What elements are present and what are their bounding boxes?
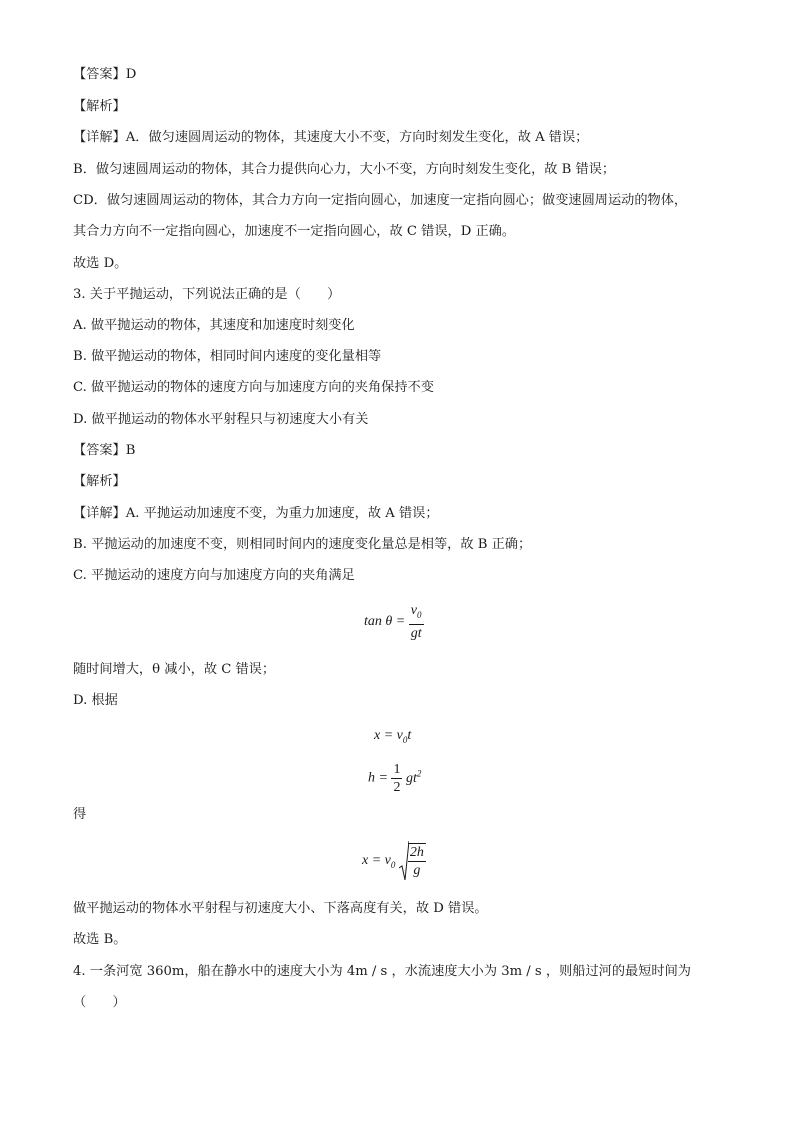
q3-option-d: D. 做平抛运动的物体水平射程只与初速度大小有关	[73, 412, 369, 427]
formula-tan	[364, 602, 424, 642]
q3-option-c: C. 做平抛运动的物体的速度方向与加速度方向的夹角保持不变	[73, 380, 434, 395]
formula-h-fraction	[391, 761, 402, 796]
q3-detail-b: B. 平抛运动的加速度不变，则相同时间内的速度变化量总是相等，故 B 正确；	[73, 537, 532, 552]
formula-tan-fraction	[409, 602, 424, 642]
q3-analysis-heading: 【解析】	[73, 474, 126, 489]
q3-choose: 故选 B。	[73, 932, 127, 947]
formula-tan-num: $v_0$	[409, 602, 424, 625]
sqrt-symbol	[399, 840, 426, 882]
q3-de: 得	[73, 807, 87, 822]
q3-detail-c: C. 平抛运动的速度方向与加速度方向的夹角满足	[73, 568, 355, 583]
q2-answer: 【答案】D	[73, 67, 137, 82]
q2-choose: 故选 D。	[73, 256, 128, 271]
formula-x: $x = v_0t$	[374, 728, 412, 745]
q2-detail-b: B．做匀速圆周运动的物体，其合力提供向心力，大小不变，方向时刻发生变化，故 B 错误；	[73, 162, 616, 177]
q3-option-a: A. 做平抛运动的物体，其速度和加速度时刻变化	[73, 318, 355, 333]
q3-detail-d2: 做平抛运动的物体水平射程与初速度大小、下落高度有关，故 D 错误。	[73, 901, 488, 916]
formula-x2-den: g	[413, 863, 421, 878]
q4-question-line-2: （ ）	[73, 995, 126, 1010]
formula-h-den: 2	[393, 780, 401, 795]
q3-question: 3. 关于平抛运动，下列说法正确的是（ ）	[73, 287, 341, 302]
formula-x2-num: 2h	[409, 845, 424, 860]
formula-x2	[362, 840, 426, 882]
formula-h-lhs: h =	[368, 770, 388, 786]
formula-h-num: 1	[393, 762, 401, 777]
q2-detail-cd-2: 其合力方向不一定指向圆心，加速度不一定指向圆心，故 C 错误，D 正确。	[73, 224, 516, 239]
q2-detail-cd-1: CD．做匀速圆周运动的物体，其合力方向一定指向圆心，加速度一定指向圆心；做变速圆周运动的物体，	[73, 193, 688, 208]
formula-h	[368, 761, 421, 796]
formula-x2-lhs: $x = v_0$	[362, 853, 396, 871]
formula-tan-den: gt	[410, 625, 422, 641]
q3-detail-d: D. 根据	[73, 693, 118, 708]
q3-detail-a: 【详解】A. 平抛运动加速度不变，为重力加速度，故 A 错误；	[73, 506, 439, 521]
formula-tan-lhs: tan θ =	[364, 614, 406, 630]
q3-answer: 【答案】B	[73, 443, 136, 458]
q2-detail-a: 【详解】A．做匀速圆周运动的物体，其速度大小不变，方向时刻发生变化，故 A 错误；	[73, 130, 589, 145]
q2-analysis-heading: 【解析】	[73, 99, 126, 114]
q3-detail-c2: 随时间增大，θ 减小，故 C 错误；	[73, 662, 276, 677]
formula-h-rhs: $gt^2$	[405, 768, 422, 786]
formula-x2-fraction	[408, 844, 426, 879]
q4-question-line-1: 4. 一条河宽 360m，船在静水中的速度大小为 4m / s ，水流速度大小为 3m / s ，则船过河的最短时间为	[73, 964, 691, 979]
q3-option-b: B. 做平抛运动的物体，相同时间内速度的变化量相等	[73, 349, 382, 364]
